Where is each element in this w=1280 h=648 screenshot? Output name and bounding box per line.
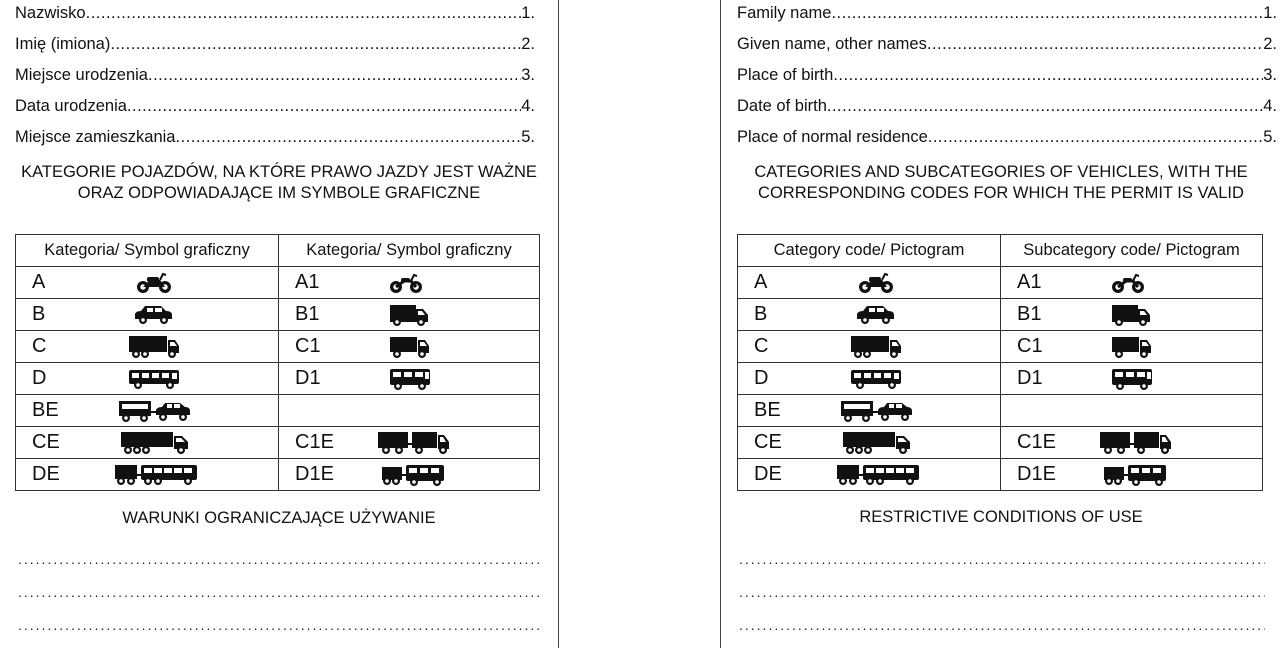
pictogram (132, 305, 174, 325)
field-label: Given name, other names (737, 35, 927, 53)
field-label: Nazwisko (15, 4, 86, 22)
table-header: Kategoria/ Symbol graficzny (16, 235, 279, 267)
conditions-line (739, 584, 1265, 606)
field-number: 4. (521, 97, 535, 115)
field-label: Miejsce zamieszkania (15, 128, 176, 146)
articulated-truck-icon (120, 431, 190, 455)
pictogram (128, 368, 180, 390)
categories-heading: KATEGORIE POJAZDÓW, NA KTÓRE PRAWO JAZDY JEST WAŻNE ORAZ ODPOWIADAJĄCE IM SYMBOLE GRAFICZNE (21, 163, 537, 202)
pictogram (1103, 463, 1167, 487)
category-row (16, 395, 540, 427)
field-row (737, 0, 1277, 29)
field-row (15, 29, 535, 60)
category-code: B1 (1017, 303, 1042, 325)
van-icon (1111, 303, 1151, 327)
category-code: CE (754, 431, 782, 453)
bus-trailer-icon (836, 463, 920, 487)
field-number: 2. (521, 35, 535, 53)
category-row (16, 427, 540, 459)
small-truck-icon (389, 335, 431, 359)
van-icon (389, 303, 429, 327)
light-motorcycle-icon (1111, 272, 1145, 294)
pictogram (377, 430, 451, 456)
pictogram (840, 399, 914, 423)
category-cell (16, 427, 279, 459)
bus-icon (850, 368, 902, 390)
category-code: D1 (295, 367, 321, 389)
pictogram (128, 335, 180, 359)
truck-icon (850, 335, 902, 359)
category-cell (16, 331, 279, 363)
pictogram (858, 272, 894, 294)
category-row (16, 299, 540, 331)
category-code: A1 (295, 271, 320, 293)
category-code: D1E (1017, 463, 1056, 485)
pictogram (118, 399, 192, 423)
pictogram (1099, 430, 1173, 456)
pictogram (850, 368, 902, 390)
category-row (738, 299, 1263, 331)
pictogram (389, 335, 431, 359)
category-cell (1001, 459, 1263, 491)
table-header: Subcategory code/ Pictogram (1001, 235, 1263, 267)
minibus-icon (1111, 367, 1153, 391)
conditions-line (18, 584, 542, 606)
category-cell (738, 395, 1001, 427)
category-cell (1001, 427, 1263, 459)
pictogram (136, 272, 172, 294)
field-label: Family name (737, 4, 832, 22)
field-number: 5. (521, 128, 535, 146)
motorcycle-icon (858, 272, 894, 294)
category-cell (279, 395, 540, 427)
conditions-line (739, 551, 1265, 573)
conditions-heading: RESTRICTIVE CONDITIONS OF USE (859, 508, 1143, 526)
field-row (737, 29, 1277, 60)
category-row (738, 363, 1263, 395)
category-code: C1 (1017, 335, 1043, 357)
bus-icon (128, 368, 180, 390)
small-truck-trailer-icon (377, 430, 451, 456)
category-cell (279, 459, 540, 491)
category-row (738, 459, 1263, 491)
category-code: A (32, 271, 46, 293)
category-code: D (754, 367, 769, 389)
category-row (16, 267, 540, 299)
categories-heading: CATEGORIES AND SUBCATEGORIES OF VEHICLES, WITH THE CORRESPONDING CODES FOR WHICH THE PERMIT IS VALID (754, 163, 1248, 202)
category-row (16, 459, 540, 491)
category-cell (279, 363, 540, 395)
category-code: C (32, 335, 47, 357)
pictogram (1111, 303, 1151, 327)
personal-data-fields (737, 0, 1277, 153)
category-cell (16, 395, 279, 427)
category-code: DE (754, 463, 782, 485)
category-row (738, 331, 1263, 363)
category-cell (738, 427, 1001, 459)
category-cell (16, 363, 279, 395)
pictogram (389, 272, 423, 294)
field-row (737, 60, 1277, 91)
field-label: Date of birth (737, 97, 827, 115)
category-code: A (754, 271, 768, 293)
car-icon (132, 305, 174, 325)
field-number: 1. (521, 4, 535, 22)
category-cell (738, 267, 1001, 299)
field-number: 4. (1263, 97, 1277, 115)
conditions-line (18, 551, 542, 573)
field-row (737, 91, 1277, 122)
category-code: C (754, 335, 769, 357)
minibus-trailer-icon (381, 463, 445, 487)
field-row (15, 91, 535, 122)
category-cell (738, 331, 1001, 363)
pictogram (381, 463, 445, 487)
conditions-line (739, 617, 1265, 639)
category-cell (1001, 395, 1263, 427)
category-code: D1E (295, 463, 334, 485)
category-cell (16, 459, 279, 491)
category-code: DE (32, 463, 60, 485)
category-cell (738, 299, 1001, 331)
pictogram (842, 431, 912, 455)
category-cell (738, 363, 1001, 395)
category-row (738, 395, 1263, 427)
category-code: B (754, 303, 768, 325)
category-code: C1 (295, 335, 321, 357)
categories-table (737, 234, 1263, 491)
english-page (720, 0, 1280, 648)
personal-data-fields (15, 0, 535, 153)
field-row (15, 60, 535, 91)
minibus-icon (389, 367, 431, 391)
minibus-trailer-icon (1103, 463, 1167, 487)
table-header: Kategoria/ Symbol graficzny (279, 235, 540, 267)
field-row (15, 122, 535, 153)
category-cell (16, 267, 279, 299)
field-row (737, 122, 1277, 153)
pictogram (1111, 272, 1145, 294)
category-code: C1E (1017, 431, 1056, 453)
truck-icon (128, 335, 180, 359)
pictogram (120, 431, 190, 455)
field-number: 5. (1263, 128, 1277, 146)
category-code: B (32, 303, 46, 325)
field-number: 2. (1263, 35, 1277, 53)
category-row (738, 267, 1263, 299)
car-trailer-icon (840, 399, 914, 423)
category-code: A1 (1017, 271, 1042, 293)
category-code: D1 (1017, 367, 1043, 389)
field-number: 1. (1263, 4, 1277, 22)
category-cell (1001, 299, 1263, 331)
category-code: C1E (295, 431, 334, 453)
category-row (738, 427, 1263, 459)
category-code: B1 (295, 303, 320, 325)
polish-page (0, 0, 559, 648)
articulated-truck-icon (842, 431, 912, 455)
field-row (15, 0, 535, 29)
pictogram (389, 367, 431, 391)
category-cell (16, 299, 279, 331)
pictogram (836, 463, 920, 487)
pictogram (1111, 367, 1153, 391)
pictogram (114, 463, 198, 487)
category-row (16, 363, 540, 395)
category-code: CE (32, 431, 60, 453)
category-code: D (32, 367, 47, 389)
pictogram (850, 335, 902, 359)
small-truck-icon (1111, 335, 1153, 359)
category-cell (1001, 331, 1263, 363)
pictogram (854, 305, 896, 325)
field-number: 3. (521, 66, 535, 84)
bus-trailer-icon (114, 463, 198, 487)
category-cell (279, 267, 540, 299)
category-code: BE (32, 399, 59, 421)
table-header: Category code/ Pictogram (738, 235, 1001, 267)
category-cell (738, 459, 1001, 491)
motorcycle-icon (136, 272, 172, 294)
field-number: 3. (1263, 66, 1277, 84)
field-label: Imię (imiona) (15, 35, 111, 53)
category-row (16, 331, 540, 363)
conditions-line (18, 617, 542, 639)
category-cell (279, 427, 540, 459)
field-label: Miejsce urodzenia (15, 66, 148, 84)
category-cell (279, 331, 540, 363)
category-code: BE (754, 399, 781, 421)
light-motorcycle-icon (389, 272, 423, 294)
category-cell (279, 299, 540, 331)
categories-table (15, 234, 540, 491)
pictogram (1111, 335, 1153, 359)
conditions-heading: WARUNKI OGRANICZAJĄCE UŻYWANIE (122, 509, 436, 527)
field-label: Place of normal residence (737, 128, 928, 146)
car-icon (854, 305, 896, 325)
category-cell (1001, 363, 1263, 395)
field-label: Data urodzenia (15, 97, 127, 115)
small-truck-trailer-icon (1099, 430, 1173, 456)
pictogram (389, 303, 429, 327)
field-label: Place of birth (737, 66, 834, 84)
car-trailer-icon (118, 399, 192, 423)
category-cell (1001, 267, 1263, 299)
